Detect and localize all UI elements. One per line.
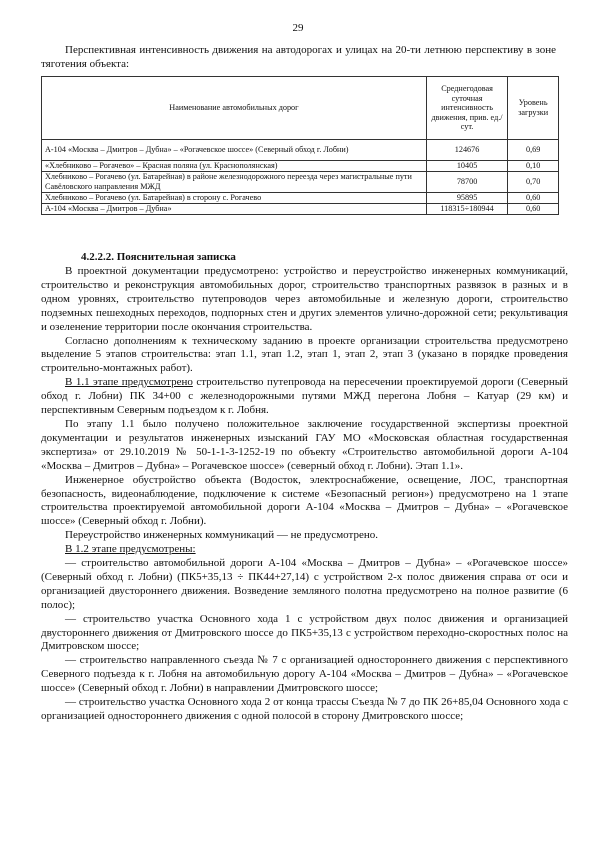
header-intensity: Среднегодовая суточная интенсивность движения, прив. ед./сут. [426,77,508,140]
cell-intensity: 124676 [426,140,508,161]
table-row [42,204,559,215]
stage-1-2-heading: В 1.2 этапе предусмотрены: [65,543,196,556]
page-number: 29 [292,22,304,34]
cell-road: Хлебниково – Рогачево (ул. Батарейная) в сторону с. Рогачево [42,193,427,204]
header-road: Наименование автомобильных дорог [42,77,427,140]
list-item: — строительство участка Основного хода 1 с устройством двух полос движения и организацией двустороннего движения от Дмитровского шоссе до ПК5+35,13 с устройством переходно-скоростных полос на Дмитровском шоссе; [41,612,568,653]
paragraph: По этапу 1.1 было получено положительное заключение государственной экспертизы проектной документации и результатов инженерных изысканий ГАУ МО «Московская областная государственная экспертиза» от 29.10.2019 № 50-1-1-3-1252-19 по объекту «Строительство автомобильной дороги А-104 «Москва – Дмитров – Дубна» – Рогачевское шоссе» (северный обход г. Лобни). Этап 1.1». [41,417,568,472]
cell-load: 0,10 [508,161,559,172]
stage-1-1-lead: В 1.1 этапе предусмотрено [65,376,193,389]
table-row [42,161,559,172]
cell-intensity: 10405 [426,161,508,172]
table-row [42,172,559,193]
cell-road: Хлебниково – Рогачево (ул. Батарейная) в районе железнодорожного переезда через магистральные пути Савёловского направления МЖД [42,172,427,193]
paragraph: Инженерное обустройство объекта (Водосток, электроснабжение, освещение, ЛОС, транспортная безопасность, видеонаблюдение, подключение к системе «Безопасный регион») предусмотрено на 1 этапе строительства проектируемой автомобильной дороги А-104 «Москва – Дмитров – Дубна» – «Рогачевское шоссе» (Северный обход г. Лобни). [41,473,568,528]
cell-intensity: 78700 [426,172,508,193]
cell-road: А-104 «Москва – Дмитров – Дубна» [42,204,427,215]
list-item: — строительство участка Основного хода 2 от конца трассы Съезда № 7 до ПК 26+85,04 Основного хода с организацией одностороннего движения с одной полосой в сторону Дмитровского шоссе; [41,696,568,722]
header-load: Уровень загрузки [508,77,559,140]
explanatory-note-body [41,265,568,724]
cell-intensity: 118315÷180944 [426,204,508,215]
cell-load: 0,70 [508,172,559,193]
paragraph [41,376,568,418]
paragraph: Согласно дополнениям к техническому заданию в проекте организации строительства предусмотрено выделение 5 этапов строительства: этап 1.1, этап 1.2, этап 1, этап 2, этап 3 (указано в порядке проведения строительно-монтажных работ). [41,334,568,375]
section-heading: 4.2.2.2. Пояснительная записка [81,251,236,263]
list-item: — строительство автомобильной дороги А-104 «Москва – Дмитров – Дубна» – «Рогачевское шоссе» (Северный обход г. Лобни) (ПК5+35,13 ÷ ПК44+27,14) с устройством 2-х полос движения справа от оси и организацией двустороннего движения. Возведение земляного полотна предусмотрено на полное развитие (6 полос); [41,557,568,611]
traffic-table [41,76,559,215]
paragraph: В проектной документации предусмотрено: устройство и переустройство инженерных коммуникаций, строительство и реконструкция автомобильных дорог, строительство транспортных развязок в разных и в одном уровнях, строительство путепроводов через автомобильные и железную дороги, строительство подземных пешеходных переходов, подпорных стен и других элементов улично-дорожной сети; рекультивация и озеленение территории после окончания строительства. [41,265,568,333]
cell-load: 0,69 [508,140,559,161]
cell-road: А-104 «Москва – Дмитров – Дубна» – «Рогачевское шоссе» (Северный обход г. Лобни) [42,140,427,161]
cell-load: 0,60 [508,204,559,215]
cell-load: 0,60 [508,193,559,204]
table-row [42,140,559,161]
cell-intensity: 95895 [426,193,508,204]
list-item: — строительство направленного съезда № 7 с организацией одностороннего движения с перспективного Северного подъезда к г. Лобня на автомобильную дорогу А-104 «Москва – Дмитров – Дубна» – «Рогачевское шоссе» (Северный обход г. Лобни) в направлении Дмитровского шоссе; [41,654,568,695]
cell-road: «Хлебниково – Рогачево» – Красная поляна (ул. Краснополянская) [42,161,427,172]
stage-1-1-text: строительство путепровода на пересечении проектируемой дороги (Северный обход г. Лобни) ПК 34+00 с железнодорожными путями МЖД перегона Лобня – Катуар (29 км) и перспективным Северным подъездом к г. Лобня. [41,376,568,417]
table-row [42,193,559,204]
paragraph: Переустройство инженерных коммуникаций — не предусмотрено. [65,529,379,542]
table-header-row [42,77,559,140]
intro-paragraph: Перспективная интенсивность движения на автодорогах и улицах на 20-ти летнюю перспективу в зоне тяготения объекта: [41,44,556,70]
